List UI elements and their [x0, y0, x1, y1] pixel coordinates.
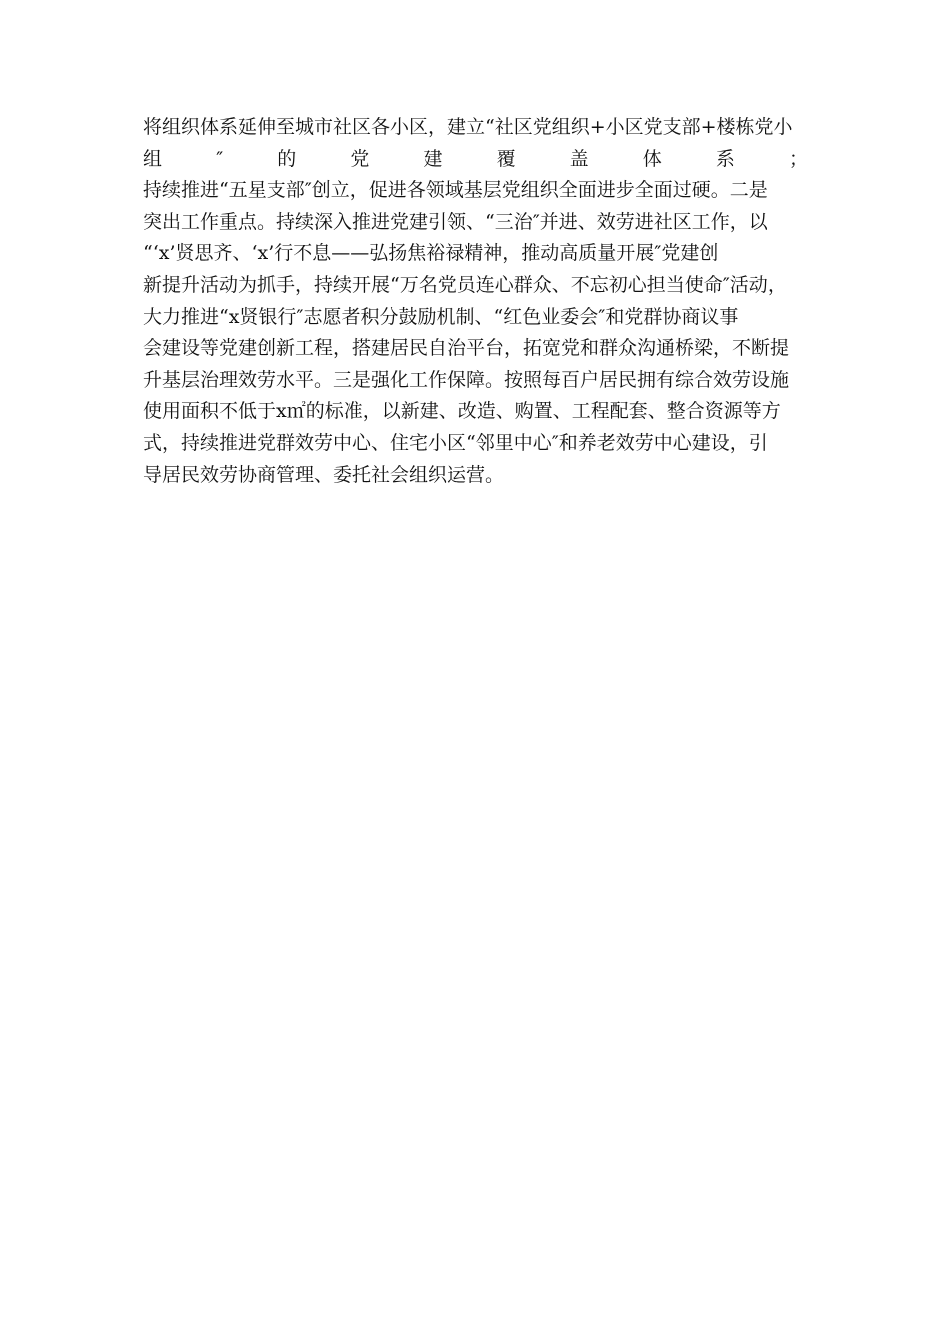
- text-char: 盖: [569, 147, 589, 170]
- text-line: 会建设等党建创新工程，搭建居民自治平台，拓宽党和群众沟通桥梁，不断提: [143, 337, 790, 360]
- text-char: ″: [216, 147, 224, 170]
- text-line: 突出工作重点。持续深入推进党建引领、“三治″并进、效劳进社区工作，以: [143, 210, 768, 233]
- text-line: 导居民效劳协商管理、委托社会组织运营。: [143, 463, 505, 486]
- text-char: 组: [143, 147, 163, 170]
- text-char: 覆: [496, 147, 516, 170]
- text-line: 式，持续推进党群效劳中心、住宅小区“邻里中心″和养老效劳中心建设，引: [143, 431, 768, 454]
- text-char: 体: [642, 147, 662, 170]
- text-char: 的: [277, 147, 297, 170]
- text-char: ；: [788, 147, 808, 170]
- text-line: 使用面积不低于x㎡的标准，以新建、改造、购置、工程配套、整合资源等方: [143, 400, 781, 423]
- text-line: 大力推进“x贤银行″志愿者积分鼓励机制、“红色业委会″和党群协商议事: [143, 305, 739, 328]
- text-line: “‘x’贤思齐、‘x’行不息——弘扬焦裕禄精神，推动高质量开展″党建创: [143, 242, 719, 265]
- text-line: 新提升活动为抓手，持续开展“万名党员连心群众、不忘初心担当使命″活动，: [143, 273, 787, 296]
- text-line-justified: [143, 144, 808, 176]
- text-line: 升基层治理效劳水平。三是强化工作保障。按照每百户居民拥有综合效劳设施: [143, 368, 790, 391]
- text-char: 系: [715, 147, 735, 170]
- body-text: [143, 112, 808, 491]
- text-char: 党: [350, 147, 370, 170]
- text-line: 持续推进“五星支部″创立，促进各领域基层党组织全面进步全面过硬。二是: [143, 179, 768, 202]
- text-line: 将组织体系延伸至城市社区各小区，建立“社区党组织+小区党支部+楼栋党小: [143, 116, 793, 138]
- text-char: 建: [423, 147, 443, 170]
